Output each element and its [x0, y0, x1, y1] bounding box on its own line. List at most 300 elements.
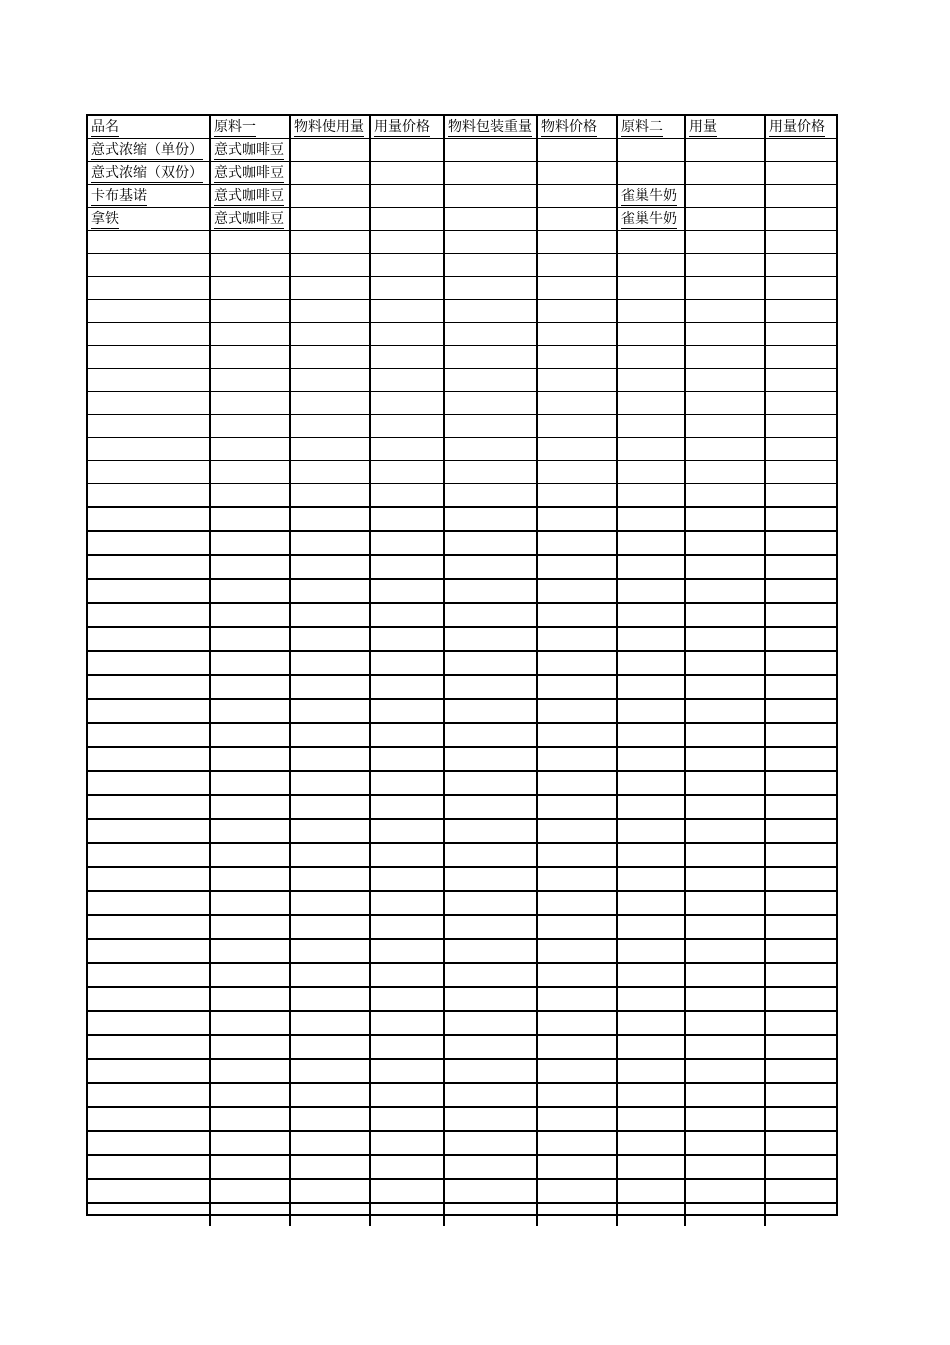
table-cell[interactable] — [444, 795, 537, 819]
table-cell[interactable] — [685, 346, 765, 369]
table-cell[interactable] — [617, 987, 685, 1011]
table-cell[interactable] — [537, 277, 617, 300]
table-cell[interactable] — [290, 795, 370, 819]
table-cell[interactable] — [537, 1179, 617, 1203]
table-cell[interactable] — [290, 346, 370, 369]
table-cell[interactable] — [617, 254, 685, 277]
table-cell[interactable] — [290, 1155, 370, 1179]
table-cell[interactable] — [765, 162, 836, 185]
table-cell[interactable] — [537, 699, 617, 723]
table-cell[interactable] — [685, 415, 765, 438]
table-cell[interactable] — [210, 723, 290, 747]
table-cell[interactable] — [537, 484, 617, 508]
table-cell[interactable] — [617, 139, 685, 162]
table-cell[interactable] — [617, 555, 685, 579]
table-cell[interactable] — [290, 185, 370, 208]
table-cell[interactable] — [617, 1131, 685, 1155]
table-cell[interactable] — [685, 1203, 765, 1226]
table-cell[interactable] — [617, 1203, 685, 1226]
table-cell[interactable] — [617, 675, 685, 699]
table-cell[interactable] — [617, 461, 685, 484]
table-cell[interactable] — [537, 369, 617, 392]
header-cell[interactable] — [370, 116, 444, 139]
table-cell[interactable] — [210, 1179, 290, 1203]
table-cell[interactable] — [537, 963, 617, 987]
table-cell[interactable] — [617, 438, 685, 461]
table-cell[interactable] — [290, 675, 370, 699]
table-cell[interactable] — [765, 963, 836, 987]
header-cell[interactable] — [210, 116, 290, 139]
table-cell[interactable] — [537, 579, 617, 603]
table-cell[interactable] — [685, 915, 765, 939]
table-cell[interactable] — [210, 1107, 290, 1131]
table-cell[interactable] — [210, 484, 290, 508]
table-cell[interactable] — [290, 162, 370, 185]
table-cell[interactable] — [537, 1203, 617, 1226]
table-cell[interactable] — [537, 300, 617, 323]
table-cell[interactable] — [617, 843, 685, 867]
table-cell[interactable] — [685, 771, 765, 795]
table-cell[interactable] — [444, 915, 537, 939]
table-cell[interactable] — [88, 139, 210, 162]
table-cell[interactable] — [370, 185, 444, 208]
table-cell[interactable] — [617, 1035, 685, 1059]
table-cell[interactable] — [685, 531, 765, 555]
table-cell[interactable] — [210, 891, 290, 915]
table-cell[interactable] — [685, 185, 765, 208]
table-cell[interactable] — [685, 162, 765, 185]
table-cell[interactable] — [290, 415, 370, 438]
table-cell[interactable] — [765, 346, 836, 369]
table-cell[interactable] — [444, 484, 537, 508]
table-cell[interactable] — [537, 438, 617, 461]
table-cell[interactable] — [370, 939, 444, 963]
table-cell[interactable] — [290, 323, 370, 346]
table-cell[interactable] — [88, 1131, 210, 1155]
table-cell[interactable] — [685, 867, 765, 891]
table-cell[interactable] — [444, 843, 537, 867]
table-cell[interactable] — [617, 651, 685, 675]
table-cell[interactable] — [617, 795, 685, 819]
table-cell[interactable] — [537, 771, 617, 795]
table-cell[interactable] — [537, 603, 617, 627]
table-cell[interactable] — [290, 579, 370, 603]
table-cell[interactable] — [537, 461, 617, 484]
table-cell[interactable] — [765, 507, 836, 531]
table-cell[interactable] — [290, 1107, 370, 1131]
table-cell[interactable] — [765, 939, 836, 963]
table-cell[interactable] — [617, 579, 685, 603]
table-cell[interactable] — [685, 231, 765, 254]
table-cell[interactable] — [88, 300, 210, 323]
table-cell[interactable] — [370, 1059, 444, 1083]
table-cell[interactable] — [210, 346, 290, 369]
table-cell[interactable] — [537, 627, 617, 651]
table-cell[interactable] — [537, 162, 617, 185]
table-cell[interactable] — [210, 579, 290, 603]
table-cell[interactable] — [290, 987, 370, 1011]
table-cell[interactable] — [765, 254, 836, 277]
table-cell[interactable] — [444, 1059, 537, 1083]
table-cell[interactable] — [370, 579, 444, 603]
table-cell[interactable] — [685, 843, 765, 867]
table-cell[interactable] — [685, 369, 765, 392]
table-cell[interactable] — [537, 915, 617, 939]
table-cell[interactable] — [210, 987, 290, 1011]
header-cell[interactable] — [88, 116, 210, 139]
table-cell[interactable] — [210, 867, 290, 891]
table-cell[interactable] — [537, 939, 617, 963]
table-cell[interactable] — [617, 1179, 685, 1203]
table-cell[interactable] — [444, 963, 537, 987]
table-cell[interactable] — [685, 699, 765, 723]
table-cell[interactable] — [444, 1179, 537, 1203]
table-cell[interactable] — [685, 208, 765, 231]
table-cell[interactable] — [765, 843, 836, 867]
table-cell[interactable] — [88, 1011, 210, 1035]
table-cell[interactable] — [685, 579, 765, 603]
table-cell[interactable] — [370, 723, 444, 747]
table-cell[interactable] — [444, 939, 537, 963]
table-cell[interactable] — [617, 323, 685, 346]
table-cell[interactable] — [210, 771, 290, 795]
table-cell[interactable] — [537, 795, 617, 819]
table-cell[interactable] — [290, 939, 370, 963]
table-cell[interactable] — [370, 1131, 444, 1155]
table-cell[interactable] — [617, 484, 685, 508]
table-cell[interactable] — [290, 208, 370, 231]
table-cell[interactable] — [370, 346, 444, 369]
table-cell[interactable] — [88, 1107, 210, 1131]
table-cell[interactable] — [765, 627, 836, 651]
table-cell[interactable] — [444, 723, 537, 747]
table-cell[interactable] — [88, 438, 210, 461]
table-cell[interactable] — [370, 323, 444, 346]
table-cell[interactable] — [537, 747, 617, 771]
table-cell[interactable] — [765, 795, 836, 819]
table-cell[interactable] — [210, 531, 290, 555]
table-cell[interactable] — [290, 819, 370, 843]
table-cell[interactable] — [617, 699, 685, 723]
table-cell[interactable] — [370, 231, 444, 254]
table-cell[interactable] — [88, 346, 210, 369]
table-cell[interactable] — [617, 1155, 685, 1179]
table-cell[interactable] — [88, 1035, 210, 1059]
table-cell[interactable] — [537, 867, 617, 891]
table-cell[interactable] — [617, 277, 685, 300]
table-cell[interactable] — [765, 415, 836, 438]
table-cell[interactable] — [537, 415, 617, 438]
table-cell[interactable] — [370, 531, 444, 555]
table-cell[interactable] — [88, 795, 210, 819]
table-cell[interactable] — [537, 819, 617, 843]
table-cell[interactable] — [765, 323, 836, 346]
table-cell[interactable] — [210, 1203, 290, 1226]
table-cell[interactable] — [444, 1083, 537, 1107]
table-cell[interactable] — [210, 843, 290, 867]
table-cell[interactable] — [765, 675, 836, 699]
table-cell[interactable] — [88, 369, 210, 392]
table-cell[interactable] — [765, 484, 836, 508]
table-cell[interactable] — [210, 139, 290, 162]
table-cell[interactable] — [444, 1035, 537, 1059]
table-cell[interactable] — [685, 1035, 765, 1059]
table-cell[interactable] — [685, 507, 765, 531]
table-cell[interactable] — [88, 1179, 210, 1203]
table-cell[interactable] — [88, 1059, 210, 1083]
table-cell[interactable] — [290, 843, 370, 867]
table-cell[interactable] — [290, 555, 370, 579]
table-cell[interactable] — [290, 231, 370, 254]
table-cell[interactable] — [290, 723, 370, 747]
table-cell[interactable] — [444, 651, 537, 675]
table-cell[interactable] — [765, 699, 836, 723]
table-cell[interactable] — [685, 1107, 765, 1131]
table-cell[interactable] — [617, 1083, 685, 1107]
table-cell[interactable] — [210, 507, 290, 531]
table-cell[interactable] — [617, 723, 685, 747]
table-cell[interactable] — [617, 531, 685, 555]
table-cell[interactable] — [685, 723, 765, 747]
table-cell[interactable] — [290, 603, 370, 627]
table-cell[interactable] — [685, 254, 765, 277]
header-cell[interactable] — [444, 116, 537, 139]
table-cell[interactable] — [444, 1107, 537, 1131]
table-cell[interactable] — [537, 651, 617, 675]
table-cell[interactable] — [765, 1059, 836, 1083]
table-cell[interactable] — [370, 795, 444, 819]
table-cell[interactable] — [617, 915, 685, 939]
table-cell[interactable] — [370, 162, 444, 185]
table-cell[interactable] — [537, 1083, 617, 1107]
table-cell[interactable] — [370, 1035, 444, 1059]
table-cell[interactable] — [617, 939, 685, 963]
table-cell[interactable] — [765, 208, 836, 231]
table-cell[interactable] — [210, 208, 290, 231]
table-cell[interactable] — [617, 392, 685, 415]
table-cell[interactable] — [370, 139, 444, 162]
table-cell[interactable] — [537, 254, 617, 277]
table-cell[interactable] — [88, 254, 210, 277]
table-cell[interactable] — [290, 277, 370, 300]
table-cell[interactable] — [765, 1155, 836, 1179]
table-cell[interactable] — [210, 747, 290, 771]
table-cell[interactable] — [685, 1059, 765, 1083]
table-cell[interactable] — [290, 1059, 370, 1083]
table-cell[interactable] — [290, 651, 370, 675]
table-cell[interactable] — [370, 484, 444, 508]
table-cell[interactable] — [370, 891, 444, 915]
table-cell[interactable] — [290, 438, 370, 461]
table-cell[interactable] — [290, 300, 370, 323]
table-cell[interactable] — [685, 1179, 765, 1203]
table-cell[interactable] — [444, 277, 537, 300]
table-cell[interactable] — [210, 1083, 290, 1107]
table-cell[interactable] — [537, 1059, 617, 1083]
table-cell[interactable] — [537, 675, 617, 699]
table-cell[interactable] — [765, 369, 836, 392]
table-cell[interactable] — [210, 461, 290, 484]
table-cell[interactable] — [88, 867, 210, 891]
table-cell[interactable] — [444, 507, 537, 531]
table-cell[interactable] — [88, 651, 210, 675]
table-cell[interactable] — [765, 1179, 836, 1203]
table-cell[interactable] — [537, 1155, 617, 1179]
table-cell[interactable] — [537, 507, 617, 531]
table-cell[interactable] — [685, 1083, 765, 1107]
table-cell[interactable] — [537, 891, 617, 915]
table-cell[interactable] — [444, 162, 537, 185]
table-cell[interactable] — [370, 819, 444, 843]
table-cell[interactable] — [444, 208, 537, 231]
table-cell[interactable] — [765, 579, 836, 603]
table-cell[interactable] — [290, 627, 370, 651]
table-cell[interactable] — [765, 555, 836, 579]
table-cell[interactable] — [444, 579, 537, 603]
table-cell[interactable] — [290, 461, 370, 484]
table-cell[interactable] — [685, 1155, 765, 1179]
table-cell[interactable] — [370, 603, 444, 627]
table-cell[interactable] — [370, 1107, 444, 1131]
table-cell[interactable] — [685, 1011, 765, 1035]
table-cell[interactable] — [370, 1083, 444, 1107]
table-cell[interactable] — [88, 392, 210, 415]
table-cell[interactable] — [88, 963, 210, 987]
table-cell[interactable] — [370, 771, 444, 795]
table-cell[interactable] — [685, 675, 765, 699]
table-cell[interactable] — [617, 231, 685, 254]
table-cell[interactable] — [290, 139, 370, 162]
table-cell[interactable] — [617, 819, 685, 843]
table-cell[interactable] — [537, 1107, 617, 1131]
table-cell[interactable] — [370, 627, 444, 651]
table-cell[interactable] — [765, 1035, 836, 1059]
table-cell[interactable] — [444, 819, 537, 843]
table-cell[interactable] — [765, 1131, 836, 1155]
table-cell[interactable] — [210, 254, 290, 277]
table-cell[interactable] — [88, 1203, 210, 1226]
table-cell[interactable] — [685, 747, 765, 771]
table-cell[interactable] — [765, 891, 836, 915]
table-cell[interactable] — [444, 891, 537, 915]
table-cell[interactable] — [537, 346, 617, 369]
table-cell[interactable] — [765, 231, 836, 254]
table-cell[interactable] — [88, 231, 210, 254]
table-cell[interactable] — [210, 162, 290, 185]
table-cell[interactable] — [290, 254, 370, 277]
table-cell[interactable] — [88, 771, 210, 795]
table-cell[interactable] — [765, 1083, 836, 1107]
table-cell[interactable] — [290, 915, 370, 939]
table-cell[interactable] — [290, 1011, 370, 1035]
table-cell[interactable] — [685, 963, 765, 987]
table-cell[interactable] — [444, 323, 537, 346]
table-cell[interactable] — [765, 139, 836, 162]
table-cell[interactable] — [290, 963, 370, 987]
table-cell[interactable] — [370, 747, 444, 771]
table-cell[interactable] — [765, 277, 836, 300]
table-cell[interactable] — [617, 507, 685, 531]
table-cell[interactable] — [617, 963, 685, 987]
table-cell[interactable] — [88, 747, 210, 771]
table-cell[interactable] — [444, 300, 537, 323]
table-cell[interactable] — [617, 185, 685, 208]
table-cell[interactable] — [685, 277, 765, 300]
table-cell[interactable] — [370, 1179, 444, 1203]
table-cell[interactable] — [88, 484, 210, 508]
table-cell[interactable] — [685, 555, 765, 579]
table-cell[interactable] — [765, 651, 836, 675]
table-cell[interactable] — [210, 415, 290, 438]
header-cell[interactable] — [685, 116, 765, 139]
table-cell[interactable] — [617, 208, 685, 231]
table-cell[interactable] — [370, 675, 444, 699]
table-cell[interactable] — [88, 507, 210, 531]
table-cell[interactable] — [370, 208, 444, 231]
table-cell[interactable] — [370, 963, 444, 987]
table-cell[interactable] — [370, 699, 444, 723]
table-cell[interactable] — [88, 1155, 210, 1179]
table-cell[interactable] — [290, 1203, 370, 1226]
table-cell[interactable] — [444, 867, 537, 891]
table-cell[interactable] — [210, 675, 290, 699]
table-cell[interactable] — [444, 185, 537, 208]
table-cell[interactable] — [617, 891, 685, 915]
table-cell[interactable] — [765, 300, 836, 323]
table-cell[interactable] — [290, 531, 370, 555]
table-cell[interactable] — [210, 1059, 290, 1083]
table-cell[interactable] — [444, 438, 537, 461]
table-cell[interactable] — [444, 531, 537, 555]
table-cell[interactable] — [370, 915, 444, 939]
table-cell[interactable] — [210, 185, 290, 208]
table-cell[interactable] — [685, 627, 765, 651]
table-cell[interactable] — [537, 323, 617, 346]
table-cell[interactable] — [88, 555, 210, 579]
table-cell[interactable] — [765, 185, 836, 208]
table-cell[interactable] — [370, 843, 444, 867]
table-cell[interactable] — [444, 771, 537, 795]
table-cell[interactable] — [444, 346, 537, 369]
table-cell[interactable] — [370, 300, 444, 323]
table-cell[interactable] — [537, 208, 617, 231]
table-cell[interactable] — [370, 369, 444, 392]
table-cell[interactable] — [765, 987, 836, 1011]
table-cell[interactable] — [617, 369, 685, 392]
table-cell[interactable] — [444, 231, 537, 254]
table-cell[interactable] — [210, 323, 290, 346]
table-cell[interactable] — [210, 555, 290, 579]
table-cell[interactable] — [537, 531, 617, 555]
table-cell[interactable] — [765, 915, 836, 939]
table-cell[interactable] — [444, 1203, 537, 1226]
table-cell[interactable] — [88, 987, 210, 1011]
table-cell[interactable] — [617, 747, 685, 771]
header-cell[interactable] — [617, 116, 685, 139]
table-cell[interactable] — [765, 747, 836, 771]
table-cell[interactable] — [685, 603, 765, 627]
table-cell[interactable] — [210, 651, 290, 675]
table-cell[interactable] — [685, 651, 765, 675]
table-cell[interactable] — [617, 300, 685, 323]
table-cell[interactable] — [685, 939, 765, 963]
table-cell[interactable] — [210, 1035, 290, 1059]
table-cell[interactable] — [617, 1059, 685, 1083]
table-cell[interactable] — [537, 1011, 617, 1035]
table-cell[interactable] — [444, 675, 537, 699]
table-cell[interactable] — [210, 231, 290, 254]
table-cell[interactable] — [88, 723, 210, 747]
